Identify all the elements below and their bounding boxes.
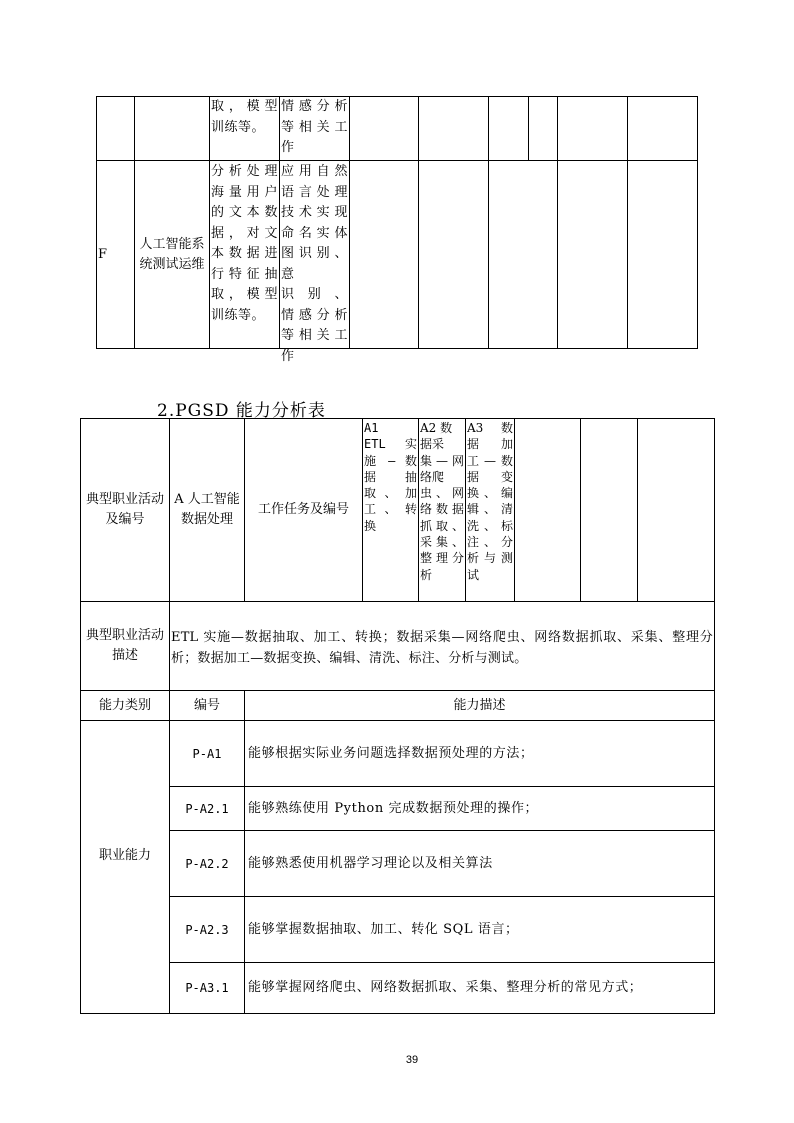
text-line: 据 抽 [364, 469, 417, 484]
text-line: 施 — 数 [364, 453, 417, 468]
text-line: 集—网 [420, 453, 464, 468]
col-header-category: 能力类别 [98, 697, 151, 713]
row-code: P-A1 [192, 746, 222, 761]
desc-text: ETL 实施—数据抽取、加工、转换；数据采集—网络爬虫、网络数据抓取、采集、整理分析；数据加工—数据变换、编辑、清洗、标注、分析与测试。 [171, 630, 713, 666]
text-line: 训练等。 [211, 119, 266, 135]
text-line: 试 [467, 567, 480, 582]
table1-row-e-col3 [211, 97, 278, 138]
col-header-description: 能力描述 [453, 697, 506, 713]
text-line: 作 [281, 140, 295, 155]
text-line: A3 数 [467, 421, 513, 435]
row-code: P-A2.1 [185, 801, 229, 816]
text-line: 图识别、意 [281, 246, 348, 282]
text-line: 工—数 [467, 453, 513, 468]
text-line: 情感分析 [281, 307, 348, 323]
text-line: 作 [281, 348, 295, 364]
text-line: 工 、 转 [364, 502, 417, 517]
text-line: 辑、清 [467, 502, 513, 517]
row-code: P-A3.1 [185, 981, 229, 995]
text-line: 海量用户 [211, 184, 278, 200]
row-code: P-A2.2 [185, 856, 229, 871]
header-activity-value [170, 419, 244, 601]
text-line: 命名实体 [281, 225, 348, 241]
text-line: 等相关工 [281, 119, 348, 135]
table1-row-f-id [97, 161, 134, 348]
text-line: ETL 实 [364, 437, 417, 452]
table1-row-f-col3 [211, 162, 278, 326]
text-line: A1 [364, 421, 379, 435]
text-line: 应用自然 [281, 164, 348, 179]
section-title: 2.PGSD 能力分析表 [157, 401, 326, 421]
text-line: 等相关工 [281, 328, 348, 343]
table1-row-e-col4 [281, 97, 348, 159]
text-line: 的文本数 [211, 205, 278, 220]
text-line: 据，对文 [211, 225, 278, 241]
task-a3 [467, 420, 513, 583]
task-a1 [364, 420, 417, 534]
text-line: 析 [420, 567, 433, 582]
text-line: 虫、网 [420, 486, 464, 501]
text-line: 技术实现 [281, 205, 348, 220]
row-code: P-A2.3 [185, 922, 229, 937]
task-a2 [420, 420, 464, 583]
text-line: 据 加 [467, 437, 513, 452]
text-line: 据采 [420, 437, 445, 452]
category-cell: 职业能力 [98, 848, 151, 863]
text-line: 分析处理 [211, 164, 278, 179]
row-description: 能够掌握网络爬虫、网络数据抓取、采集、整理分析的常见方式； [248, 980, 643, 995]
label-text: 典型职业活动描述 [85, 628, 164, 663]
text-line: 采集、 [420, 535, 464, 550]
header-task-label [245, 419, 362, 601]
text-line: 整理分 [420, 551, 464, 566]
row-description: 能够熟练使用 Python 完成数据预处理的操作； [248, 800, 539, 816]
text-line: 据 变 [467, 469, 513, 484]
text-line: 训练等。 [211, 307, 266, 323]
page-number: 39 [405, 1054, 419, 1066]
table1-row-f-activity [135, 161, 209, 348]
text-line: 析与测 [467, 551, 513, 566]
row-description: 能够熟悉使用机器学习理论以及相关算法 [248, 855, 493, 871]
text-line: 情感分析 [281, 99, 348, 114]
activity-name: 人工智能系统测试运维 [139, 236, 205, 272]
text-line: 洗、标 [467, 518, 513, 533]
text-line: 取 、 加 [364, 486, 417, 501]
col-header-code: 编号 [193, 697, 220, 713]
text-line: 识别、 [281, 287, 348, 302]
text-line: 行特征抽 [211, 266, 278, 282]
row-id: F [98, 246, 108, 262]
text-line: 语言处理 [281, 184, 348, 200]
header-activity-label [81, 419, 169, 601]
text-line: A2 数 [420, 421, 453, 435]
text-line: 络爬 [420, 469, 445, 484]
text-line: 换、编 [467, 486, 513, 501]
row-description: 能够掌握数据抽取、加工、转化 SQL 语言； [248, 921, 519, 937]
desc-label [81, 602, 169, 690]
value-text: A 人工智能数据处理 [174, 492, 240, 527]
text-line: 络数据 [420, 502, 464, 517]
text-line: 注、分 [467, 535, 513, 550]
label-text: 典型职业活动及编号 [85, 492, 164, 527]
text-line: 抓取、 [420, 518, 464, 533]
text-line: 换 [364, 518, 377, 533]
text-line: 取，模型 [211, 287, 278, 302]
table1-row-f-col4 [281, 162, 348, 367]
label-text: 工作任务及编号 [257, 502, 349, 517]
row-description: 能够根据实际业务问题选择数据预处理的方法； [248, 745, 534, 761]
text-line: 取，模型 [211, 99, 278, 114]
text-line: 本数据进 [211, 246, 278, 261]
